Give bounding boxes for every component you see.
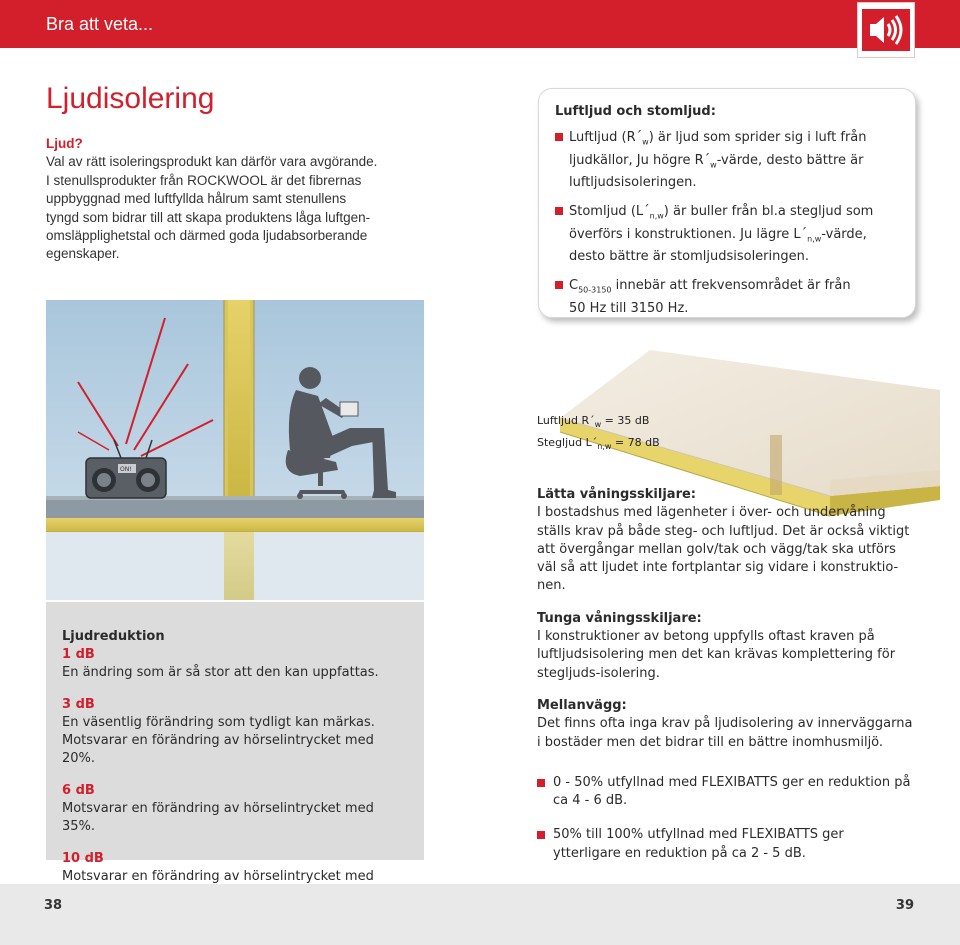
definitions-box: [538, 88, 916, 318]
reduction-text: En väsentlig förändring som tydligt kan märkas.: [62, 715, 375, 730]
bullet-square-icon: [555, 133, 563, 141]
definition-airborne: Luftljud $(R´_w)$ är ljud som sprider sig i luft från ljudkällor, Ju högre $R´_w$-värde, desto bättre är luftljudsisoleringen.: [555, 129, 899, 192]
airborne-value: Luftljud $R´_w = 35$ dB: [537, 414, 650, 430]
intro-line: egenskaper.: [46, 246, 120, 262]
wall-insulation: [224, 300, 254, 496]
right-column-text: [537, 486, 917, 879]
definitions-title: Luftljud och stomljud:: [555, 104, 716, 119]
reduction-db: 6 dB: [62, 783, 95, 798]
reduction-db: 3 dB: [62, 697, 95, 712]
page-number-left: 38: [44, 898, 63, 913]
sound-reduction-box: [46, 602, 424, 884]
header-title: Bra att veta...: [46, 14, 154, 34]
footer-bar: [0, 884, 960, 945]
bullet-square-icon: [555, 207, 563, 215]
intro-line: omsläpplighetstal och därmed goda ljudabsorberande: [46, 228, 368, 244]
reduction-text: Motsvarar en förändring av hörselintrycket med: [62, 869, 374, 884]
reduction-text: Motsvarar en förändring av hörselintrycket med 20%.: [62, 733, 374, 766]
floor-insulation: [46, 518, 424, 532]
flexibatts-bullet: 50% till 100% utfyllnad med FLEXIBATTS ger ytterligare en reduktion på ca 2 - 5 dB.: [537, 826, 917, 863]
bullet-square-icon: [537, 779, 545, 787]
flexibatts-bullet: 0 - 50% utfyllnad med FLEXIBATTS ger en reduktion på ca 4 - 6 dB.: [537, 774, 917, 811]
reduction-title: Ljudreduktion: [62, 629, 165, 644]
definition-frequency: $C_{50-3150}$ innebär att frekvensområdet är från 50 Hz till 3150 Hz.: [555, 277, 899, 318]
page-title: Ljudisolering: [46, 82, 215, 115]
bullet-square-icon: [555, 281, 563, 289]
intro-line: I stenullsprodukter från ROCKWOOL är det fibrernas: [46, 172, 362, 188]
impact-value: Stegljud $L´_{n,w} = 78$ dB: [537, 436, 660, 452]
intro-text: [46, 135, 426, 264]
intro-question: Ljud?: [46, 136, 83, 151]
reduction-db: 1 dB: [62, 647, 95, 662]
section-heavy-floors: Tunga våningsskiljare: I konstruktioner av betong uppfylls oftast kraven på luftljudsisolering men det kan krävas komplettering för stegljuds-isolering.: [537, 610, 896, 681]
intro-line: uppbyggnad med luftfyllda hålrum samt stenullens: [46, 191, 347, 207]
sound-values: [537, 412, 660, 456]
header-bar: [0, 0, 960, 48]
intro-line: Val av rätt isoleringsprodukt kan därför vara avgörande.: [46, 154, 378, 170]
section-partition-wall: Mellanvägg: Det finns ofta inga krav på ljudisolering av innerväggarna i bostäder men det bidrar till en bättre inomhusmiljö.: [537, 697, 913, 750]
definition-impact: Stomljud $(L´_{n,w})$ är buller från bl.a stegljud som överförs i konstruktionen. Ju lägre $L´_{n,w}$-värde, desto bättre är stomljudsisoleringen.: [555, 203, 899, 266]
page-number-right: 39: [895, 898, 914, 913]
section-light-floors: Lätta våningsskiljare: I bostadshus med lägenheter i över- och undervåning ställs krav på både steg- och luftljud. Det är också viktigt att övergångar mellan golv/tak och vägg/tak ska utförs väl så att ljudet inte fortplantar sig vidare i konstruktio- nen.: [537, 487, 910, 594]
intro-line: tyngd som bidrar till att skapa produktens låga luftgen-: [46, 209, 371, 225]
radio-brand: ON!: [120, 466, 132, 473]
reduction-text: Motsvarar en förändring av hörselintrycket med 35%.: [62, 801, 374, 834]
reduction-text: En ändring som är så stor att den kan uppfattas.: [62, 665, 379, 680]
speaker-sound-icon: [857, 2, 915, 58]
bullet-square-icon: [537, 831, 545, 839]
reduction-db: 10 dB: [62, 851, 104, 866]
